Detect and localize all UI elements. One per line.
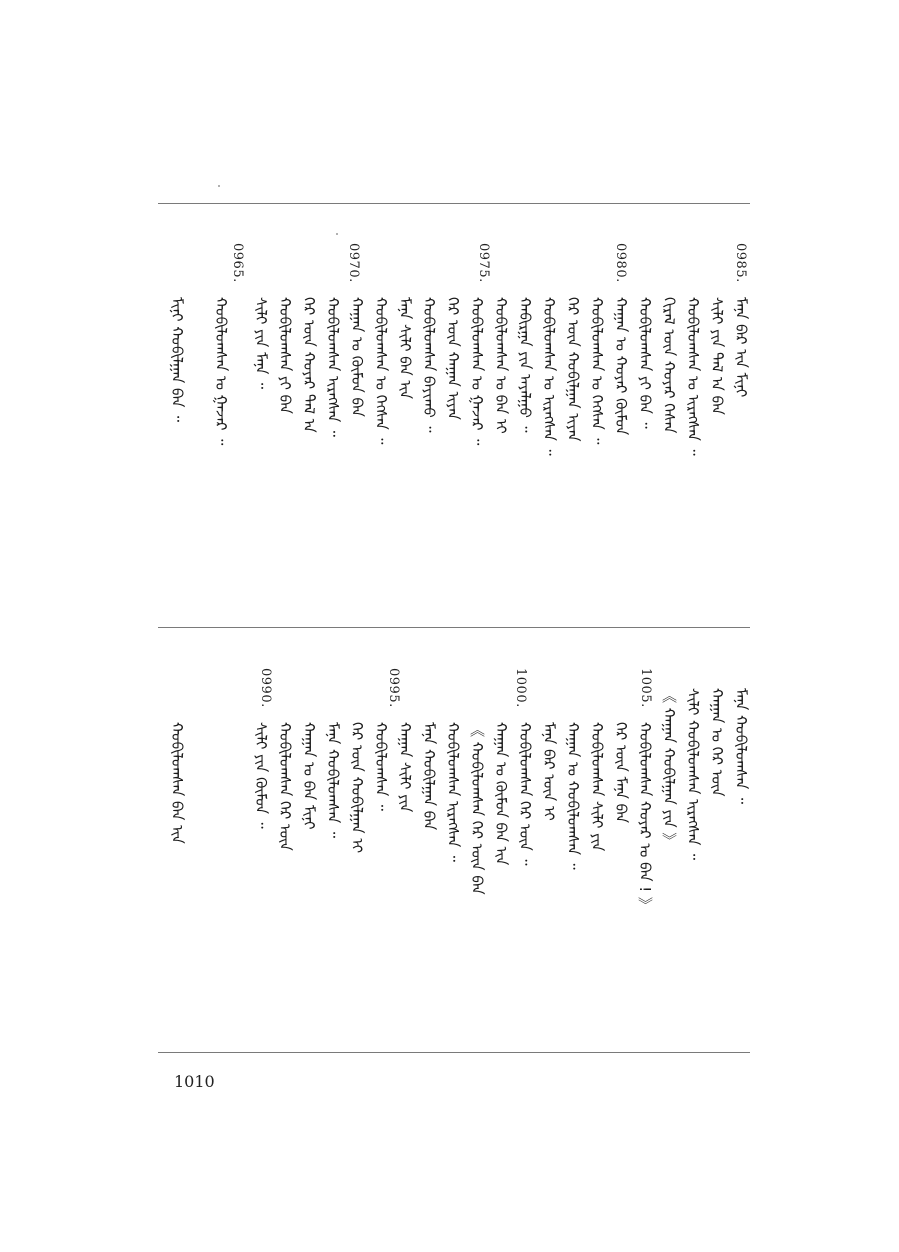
verse-line: ᠰᠢᠯᠢ ᠬᠤᠪᠢᠯᠤᠭᠰᠠᠨ ᠢᠷᠡᠭᠰᠡᠨ ᠃ bbox=[684, 688, 702, 861]
verse-line: ᠬᠠᠭᠠᠨ ᠤ ᠬᠣᠶᠠᠷ ᠬᠦᠮᠦᠨ bbox=[612, 297, 630, 436]
verse-line: ᠮᠢᠨᠢ ᠬᠤᠪᠢᠯᠭᠠᠨ ᠪᠡᠨ ᠃ bbox=[168, 297, 186, 423]
verse-line: ᠭᠢᠷᠡᠯ ᠦᠨ ᠬᠣᠶᠠᠷ ᠭᠡᠰᠡᠨ bbox=[660, 297, 678, 434]
line-number: 1000. bbox=[513, 668, 528, 708]
line-number: 0985. bbox=[733, 243, 748, 283]
verse-line: ᠬᠤᠪᠢᠯᠤᠭᠰᠠᠨ ᠤ ᠢᠷᠡᠭᠰᠡᠨ ᠃ bbox=[540, 297, 558, 456]
verse-line: ᠬᠠᠭᠠᠨ ᠤ ᠭᠡᠷ ᠦᠨ bbox=[708, 688, 726, 797]
verse-line: ᠬᠠᠭᠠᠨ ᠤ ᠬᠦᠮᠦᠨ ᠪᠡᠨ bbox=[348, 297, 366, 417]
line-number: 0990. bbox=[258, 668, 273, 708]
verse-line: ᠭᠡᠷ ᠦᠨ ᠬᠤᠪᠢᠯᠭᠠᠨ ᠢ bbox=[348, 722, 366, 854]
verse-line: ᠬᠤᠪᠢᠯᠤᠭᠰᠠᠨ ᠭᠡᠷ ᠦᠨ bbox=[276, 722, 294, 851]
verse-line: ᠬᠤᠪᠢᠯᠤᠭᠰᠠᠨ ᠤ ᠬᠡᠭᠰᠡᠨ ᠃ bbox=[372, 297, 390, 445]
verse-line: ᠬᠠᠪᠢᠷᠭᠠ ᠶᠢᠨ ᠠᠶᠠᠯᠭᠤ ᠃ bbox=[516, 297, 534, 433]
line-number: 0965. bbox=[230, 243, 245, 283]
verse-line: ᠬᠤᠪᠢᠯᠤᠭᠰᠠᠨ ᠭᠡᠷ ᠦᠨ ᠃ bbox=[516, 722, 534, 866]
verse-line: ᠮᠠᠨᠠ ᠬᠤᠪᠢᠯᠤᠭᠰᠠᠨ ᠃ bbox=[324, 722, 342, 838]
print-speck bbox=[218, 185, 220, 187]
verse-line: ᠬᠤᠪᠢᠯᠤᠭᠰᠠᠨ ᠤ ᠭᠠᠵᠠᠷ ᠃ bbox=[212, 297, 230, 446]
verse-line: ᠭᠡᠷ ᠦᠨ ᠮᠠᠨᠠ ᠪᠡᠨ bbox=[612, 722, 630, 823]
verse-line: ᠬᠤᠪᠢᠯᠤᠭᠰᠠᠨ ᠃ bbox=[372, 722, 390, 811]
verse-line: ᠬᠠᠭᠠᠨ ᠤ ᠬᠤᠪᠢᠯᠤᠭᠰᠠᠨ ᠃ bbox=[564, 722, 582, 870]
verse-line: ᠬᠤᠪᠢᠯᠤᠭᠰᠠᠨ ᠢᠷᠡᠭᠰᠡᠨ ᠃ bbox=[324, 297, 342, 437]
verse-line: ᠬᠤᠪᠢᠯᠤᠭᠰᠠᠨ ᠢᠷᠡᠭᠰᠡᠨ ᠃ bbox=[444, 722, 462, 862]
verse-line: ᠮᠠᠨᠠ ᠰᠢᠯᠢ ᠪᠡᠨ ᠢᠨ bbox=[396, 297, 414, 399]
verse-line: ᠬᠤᠪᠢᠯᠤᠭᠰᠠᠨ ᠪᠡᠨ ᠢᠨ bbox=[168, 722, 186, 844]
verse-line: ᠬᠤᠪᠢᠯᠤᠭᠰᠠᠨ ᠬᠣᠶᠠᠷ ᠤ ᠪᠡᠨ ! 》 bbox=[636, 722, 654, 913]
verse-line: ᠮᠠᠨᠠ ᠬᠤᠪᠢᠯᠤᠭᠰᠠᠨ ᠃ bbox=[732, 688, 750, 804]
line-number: 0970. bbox=[346, 243, 361, 283]
verse-line: ᠬᠤᠪᠢᠯᠤᠭᠰᠠᠨ ᠪᠠᠶᠢᠬᠤ ᠃ bbox=[420, 297, 438, 433]
line-number: 0975. bbox=[476, 243, 491, 283]
line-number: 1005. bbox=[638, 668, 653, 708]
verse-line: ᠬᠠᠭᠠᠨ ᠤ ᠬᠦᠮᠦᠨ ᠪᠡᠨ ᠢᠨ bbox=[492, 722, 510, 866]
verse-line: ᠭᠡᠷ ᠦᠨ ᠬᠣᠶᠠᠷ ᠲᠠᠯ ᠠ bbox=[300, 297, 318, 433]
line-number: 0995. bbox=[386, 668, 401, 708]
verse-line: ᠬᠤᠪᠢᠯᠤᠭᠰᠠᠨ ᠶᠢ ᠪᠡᠨ bbox=[276, 297, 294, 414]
verse-line: ᠬᠤᠪᠢᠯᠤᠭᠰᠠᠨ ᠤ ᠢᠷᠡᠭᠰᠡᠨ ᠃ bbox=[684, 297, 702, 456]
verse-line: ᠮᠠᠨᠠ ᠪᠡᠷ ᠦᠨ ᠢ bbox=[540, 722, 558, 821]
verse-line: ᠬᠤᠪᠢᠯᠤᠭᠰᠠᠨ ᠤ ᠭᠠᠵᠠᠷ ᠃ bbox=[468, 297, 486, 446]
verse-line: 《 ᠬᠤᠪᠢᠯᠤᠭᠰᠠᠨ ᠭᠡᠷ ᠦᠨ ᠪᠡᠨ bbox=[468, 722, 486, 895]
line-number: 0980. bbox=[613, 243, 628, 283]
page-number: 1010 bbox=[174, 1072, 215, 1091]
verse-line: 《 ᠬᠠᠭᠠᠨ ᠬᠤᠪᠢᠯᠭᠠᠨ ᠶᠢᠨ 》 bbox=[660, 688, 678, 848]
bottom-verse-panel bbox=[158, 628, 750, 1052]
bottom-rule bbox=[158, 1052, 750, 1053]
verse-line: ᠰᠢᠯᠢ ᠶᠢᠨ ᠲᠠᠯ ᠠ ᠪᠠᠨ bbox=[708, 297, 726, 415]
verse-line: ᠰᠢᠯᠢ ᠶᠢᠨ ᠮᠠᠨᠠ ᠃ bbox=[252, 297, 270, 390]
verse-line: ᠭᠡᠷ ᠦᠨ ᠬᠤᠪᠢᠯᠭᠠᠨ ᠢᠶᠠᠨ bbox=[564, 297, 582, 442]
verse-line: ᠬᠤᠪᠢᠯᠤᠭᠰᠠᠨ ᠰᠢᠯᠢ ᠶᠢᠨ bbox=[588, 722, 606, 852]
verse-line: ᠬᠠᠭᠠᠨ ᠰᠢᠯᠢ ᠶᠢᠨ bbox=[396, 722, 414, 813]
top-verse-panel bbox=[158, 203, 750, 627]
verse-line: ᠮᠠᠨᠠ ᠬᠤᠪᠢᠯᠭᠠᠨ ᠪᠡᠨ bbox=[420, 722, 438, 831]
verse-line: ᠬᠤᠪᠢᠯᠤᠭᠰᠠᠨ ᠤ ᠪᠡᠨ ᠢ bbox=[492, 297, 510, 434]
verse-line: ᠬᠠᠭᠠᠨ ᠤ ᠪᠡᠨ ᠮᠢᠨᠢ bbox=[300, 722, 318, 830]
verse-line: ᠰᠢᠯᠢ ᠶᠢᠨ ᠬᠦᠮᠦᠨ ᠃ bbox=[252, 722, 270, 829]
verse-line: ᠭᠡᠷ ᠦᠨ ᠬᠠᠭᠠᠨ ᠢᠶᠠᠨ bbox=[444, 297, 462, 420]
verse-line: ᠬᠤᠪᠢᠯᠤᠭᠰᠠᠨ ᠤ ᠬᠡᠭᠰᠡᠨ ᠃ bbox=[588, 297, 606, 445]
verse-line: ᠬᠤᠪᠢᠯᠤᠭᠰᠠᠨ ᠶᠢ ᠪᠡᠨ ᠃ bbox=[636, 297, 654, 429]
verse-line: ᠮᠠᠨᠠ ᠪᠡᠷ ᠢᠨ ᠮᠢᠨᠢ bbox=[732, 297, 750, 398]
